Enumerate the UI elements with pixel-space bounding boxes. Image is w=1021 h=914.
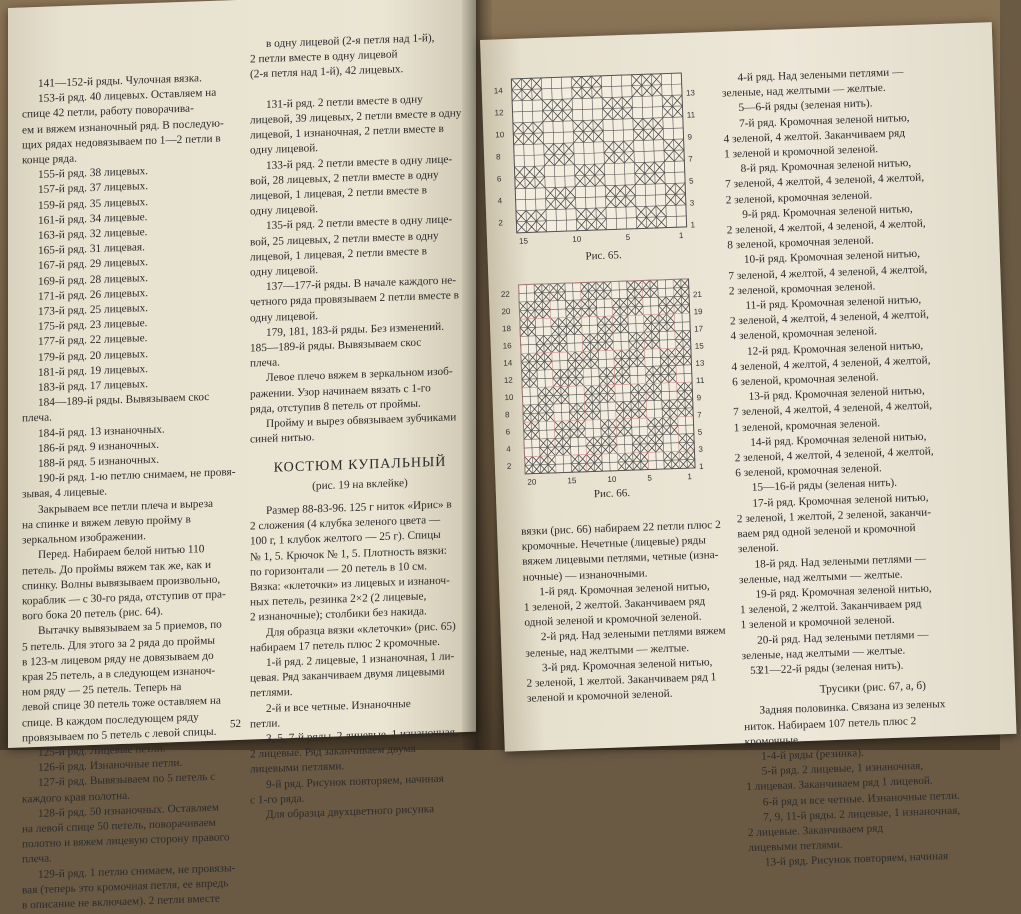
row-label-left: 14 — [493, 86, 503, 96]
row-label-left: 12 — [503, 375, 513, 385]
text-line: 5 петель. Для этого за 2 ряда до проймы — [22, 634, 215, 654]
text-line: 179, 181, 183-й ряды. Без изменений. — [266, 320, 445, 339]
page-number-right: 53 — [749, 664, 762, 677]
text-line: 181-й ряд. 19 лицевых. — [38, 362, 149, 379]
text-line: лицевой, 1 лицевая, 2 петли вместе в — [250, 184, 428, 203]
row-label-left: 2 — [498, 218, 504, 228]
text-line: 7-й ряд. Кромочная зеленой нитью, — [738, 111, 910, 130]
text-line: 7 зеленой, 4 желтой, 4 зеленой, 4 желтой, — [732, 399, 933, 419]
text-line: плеча. — [250, 356, 280, 370]
text-line: 5-й ряд. 2 лицевые, 1 изнаночная, — [761, 760, 924, 778]
text-line: вязки (рис. 66) набираем 22 петли плюс 2 — [520, 518, 721, 538]
row-label-left: 10 — [495, 130, 505, 140]
text-line: 169-й ряд. 28 лицевых. — [38, 271, 149, 288]
text-line: 155-й ряд. 38 лицевых. — [38, 165, 149, 182]
text-line: каждого края полотна. — [22, 789, 131, 806]
row-label-right: 19 — [693, 307, 703, 317]
text-line: 135-й ряд. 2 петли вместе в одну лице- — [266, 213, 453, 233]
column-label: 1 — [678, 231, 684, 241]
column-label: 5 — [647, 473, 652, 483]
text-line: Для образца двухцветного рисунка — [266, 803, 435, 821]
text-line: 157-й ряд. 37 лицевых. — [38, 180, 149, 197]
text-line: зывая, 4 лицевые. — [22, 486, 108, 501]
text-line: зеркальном изображении. — [22, 530, 146, 547]
text-line: 2 зеленой, кромочная зеленой. — [728, 280, 876, 298]
row-label-left: 8 — [495, 152, 501, 162]
text-line: лицевой, 1 лицевая, 2 петли вместе в — [250, 245, 428, 264]
row-label-right: 7 — [688, 154, 693, 164]
row-label-right: 9 — [687, 132, 693, 142]
text-line: 21—22-й ряды (зеленая нить). — [757, 659, 904, 677]
section-heading: КОСТЮМ КУПАЛЬНЫЙ — [273, 455, 447, 477]
text-line: 2 зеленой, кромочная зеленой. — [725, 189, 873, 207]
text-line: 13-й ряд. Рисунок повторяем, начиная — [764, 850, 949, 869]
text-line: зеленой и кромочной зеленой. — [526, 687, 673, 705]
text-line: 165-й ряд. 31 лицевая. — [38, 241, 145, 258]
text-line: 7 зеленой, 4 желтой, 4 зеленой, 4 желтой, — [728, 263, 928, 283]
text-line: цевая. Ряд заканчиваем двумя лицевыми — [250, 665, 445, 685]
row-label-right: 9 — [696, 393, 702, 403]
text-line: лицевыми петлями. — [748, 838, 843, 855]
text-line: 179-й ряд. 20 лицевых. — [38, 347, 149, 364]
row-label-left: 2 — [506, 461, 512, 471]
left-page-column-1 — [22, 70, 238, 914]
text-line: 2 зеленой, 1 желтой, 2 зеленой, заканчи- — [736, 506, 932, 526]
text-line: зеленые, над желтыми — желтые. — [738, 568, 903, 586]
text-line: 186-й ряд. 9 изнаночных. — [38, 438, 160, 455]
text-line: 1-й ряд. 2 лицевые, 1 изнаночная, 1 ли- — [266, 650, 455, 669]
text-line: 1 зеленой, кромочная зеленой. — [733, 416, 881, 435]
text-line: 2-й ряд. Над зелеными петлями вяжем — [540, 625, 726, 644]
text-line: 184—189-й ряды. Вывязываем скос — [38, 391, 210, 410]
subsection-heading: Трусики (рис. 67, а, б) — [819, 679, 927, 696]
text-line: ражении. Узор начинаем вязать с 1-го — [250, 381, 431, 401]
text-line: зеленые, над желтыми — желтые. — [525, 641, 690, 660]
text-line: 2 зеленой, 4 желтой, 4 зеленой, 4 желтой, — [726, 217, 926, 237]
text-line: 190-й ряд. 1-ю петлю снимаем, не провя- — [38, 466, 236, 486]
text-line: ем и вяжем изнаночный ряд. В последую- — [22, 117, 224, 137]
text-line: кораблик — с 30-го ряда, отступив от пра- — [22, 588, 226, 608]
text-line: вого бока 20 петель (рис. 64). — [22, 605, 164, 623]
row-label-left: 12 — [494, 108, 504, 118]
text-line: одну лицевой. — [250, 264, 319, 279]
text-line: зеленые, над желтыми — желтые. — [741, 644, 906, 662]
text-line: Закрываем все петли плеча и выреза — [38, 497, 214, 516]
row-label-left: 6 — [496, 174, 502, 184]
row-label-right: 5 — [688, 176, 694, 186]
text-line: 4 зеленой, 4 желтой, 4 зеленой, 4 желтой, — [731, 354, 931, 374]
row-label-right: 3 — [689, 198, 695, 208]
text-line: 13-й ряд. Кромочная зеленой нитью, — [748, 384, 925, 404]
section-subheading: (рис. 19 на вклейке) — [312, 476, 408, 493]
text-line: одну лицевой. — [250, 309, 319, 325]
text-line: 175-й ряд. 23 лицевые. — [38, 317, 148, 334]
text-line: вая (теперь это кромочная петля, ее впредь — [22, 877, 229, 897]
text-line: вяжем лицевыми петлями, четные (изна- — [522, 549, 719, 569]
text-line: ночные) — изнаночными. — [522, 567, 648, 584]
text-line: 1 зеленой и кромочной зеленой. — [723, 143, 879, 161]
text-line: края 25 петель, а в следующем изнаноч- — [22, 664, 216, 684]
column-label: 15 — [518, 236, 529, 246]
text-line: 1-й ряд. Кромочная зеленой нитью, — [539, 580, 710, 599]
text-line: на левой спице 50 петель, поворачиваем — [22, 816, 216, 836]
text-line: вой, 28 лицевых, 2 петли вместе в одну — [250, 168, 439, 188]
text-line: в 123-м лицевом ряду не довязываем до — [22, 649, 214, 669]
row-label-right: 1 — [698, 461, 704, 472]
text-line: петель. До проймы вяжем так же, как и — [22, 558, 212, 578]
text-line: № 1, 5. Крючок № 1, 5. Плотность вязки: — [250, 544, 447, 564]
text-line: Пройму и вырез обвязываем зубчиками — [266, 411, 457, 431]
text-line: четного ряда провязываем 2 петли вместе в — [250, 289, 459, 310]
row-label-right: 15 — [694, 341, 704, 351]
text-line: 2 зеленой, 4 желтой, 4 зеленой, 4 желтой, — [729, 308, 930, 328]
text-line: одной зеленой и кромочной зеленой. — [524, 610, 702, 630]
text-line: 159-й ряд. 35 лицевых. — [38, 195, 149, 212]
text-line: (2-я петля над 1-й), 42 лицевых. — [250, 63, 404, 81]
row-label-right: 21 — [692, 289, 703, 300]
text-line: 131-й ряд. 2 петли вместе в одну — [266, 93, 423, 111]
text-line: 163-й ряд. 32 лицевые. — [38, 226, 148, 242]
text-line: 2 сложения (4 клубка зеленого цвета — — [250, 513, 441, 533]
text-line: 1 зеленой, 2 желтой. Заканчиваем ряд — [739, 598, 922, 617]
text-line: лицевой, 39 лицевых, 2 петли вместе в одну — [250, 107, 462, 127]
text-line: ниток. Набираем 107 петель плюс 2 — [743, 714, 917, 733]
text-line: лицевой, 1 изнаночная, 2 петли вместе в — [250, 123, 444, 142]
text-line: плеча. — [22, 411, 52, 425]
column-label: 20 — [527, 477, 537, 487]
text-line: 3-й ряд. Кромочная зеленой нитью, — [541, 656, 713, 675]
right-page — [480, 22, 1017, 869]
text-line: с 1-го ряда. — [250, 792, 305, 807]
text-line: спинку. Волны вывязываем произвольно, — [22, 573, 221, 593]
text-line: спице 42 петли, работу поворачива- — [22, 102, 194, 121]
text-line: 7 зеленой, 4 желтой, 4 зеленой, 4 желтой, — [724, 172, 925, 191]
left-page-column-2 — [250, 30, 470, 824]
text-line: петли. — [250, 717, 281, 731]
row-label-right: 17 — [694, 324, 704, 334]
text-line: 100 г, 1 клубок желтого — 25 г). Спицы — [250, 529, 441, 548]
text-line: 1-4-й ряды (резинка). — [760, 746, 865, 763]
text-line: ряда, отступив 8 петель от проймы. — [250, 397, 421, 416]
text-line: 177-й ряд. 22 лицевые. — [38, 332, 148, 349]
text-line: 141—152-й ряды. Чулочная вязка. — [38, 72, 202, 90]
column-label: 1 — [687, 472, 692, 482]
text-line: ном ряду — 25 петель. Теперь на — [22, 681, 182, 699]
figure-65-caption: Рис. 65. — [585, 249, 622, 263]
page-number-left: 52 — [230, 717, 241, 731]
text-line: 10-й ряд. Кромочная зеленой нитью, — [743, 248, 921, 267]
row-label-left: 8 — [504, 410, 510, 420]
row-label-right: 13 — [695, 358, 705, 368]
row-label-left: 10 — [504, 392, 514, 403]
text-line: 7, 9, 11-й ряды. 2 лицевые, 1 изнаночная, — [763, 804, 961, 824]
text-line: 12-й ряд. Кромочная зеленой нитью, — [746, 339, 924, 358]
text-line: 8-й ряд. Кромочная зеленой нитью, — [740, 157, 912, 176]
text-line: 185—189-й ряды. Вывязываем скос — [250, 336, 422, 355]
row-label-right: 7 — [697, 410, 702, 420]
row-label-left: 6 — [505, 427, 511, 437]
text-line: 2 изнаночные); столбики без накида. — [250, 605, 427, 624]
text-line: 6 зеленой, кромочная зеленой. — [731, 371, 879, 389]
text-line: ных петель, резинка 2×2 (2 лицевые, — [250, 590, 427, 609]
text-line: 129-й ряд. 1 петлю снимаем, не провязы- — [38, 861, 236, 881]
text-line: набираем 17 петель плюс 2 кромочные. — [250, 635, 440, 655]
row-label-left: 18 — [501, 324, 512, 334]
row-label-left: 14 — [503, 358, 513, 368]
text-line: 18-й ряд. Над зелеными петлями — — [754, 552, 927, 571]
text-line: лицевыми петлями. — [250, 760, 345, 776]
row-label-right: 5 — [697, 427, 703, 437]
text-line: 17-й ряд. Кромочная зеленой нитью, — [752, 491, 929, 510]
text-line: одну лицевой. — [250, 142, 319, 157]
text-line: полотно и вяжем лицевую сторону правого — [22, 831, 230, 851]
text-line: провязываем по 5 петель с левой спицы. — [22, 725, 217, 745]
text-line: 171-й ряд. 26 лицевых. — [38, 286, 149, 303]
text-line: 2 петли вместе в одну лицевой — [250, 48, 398, 66]
text-line: 15—16-й ряды (зеленая нить). — [751, 477, 898, 495]
text-line: 128-й ряд. 50 изнаночных. Оставляем — [38, 801, 219, 820]
text-line: 3, 5, 7-й ряды. 2 лицевые, 1 изнаночная, — [266, 726, 458, 745]
text-line: зеленой. — [737, 542, 779, 556]
text-line: кромочные. — [744, 733, 802, 748]
figure-66 — [496, 272, 720, 509]
text-line: 126-й ряд. Изнаночные петли. — [38, 757, 183, 775]
text-line: 2 зеленой, 1 желтой. Заканчиваем ряд 1 — [526, 671, 717, 690]
text-line: спице. В каждом последующем ряду — [22, 710, 199, 730]
text-line: кромочные. Нечетные (лицевые) ряды — [521, 534, 707, 554]
row-label-right: 11 — [686, 110, 696, 120]
text-line: 11-й ряд. Кромочная зеленой нитью, — [745, 293, 922, 312]
text-line: по горизонтали — 20 петель в 10 см. — [250, 560, 428, 579]
row-label-right: 3 — [698, 444, 704, 454]
text-line: 153-й ряд. 40 лицевых. Оставляем на — [38, 86, 217, 106]
figure-66-chart — [496, 272, 719, 491]
column-label: 15 — [567, 476, 577, 486]
text-line: 161-й ряд. 34 лицевые. — [38, 210, 148, 227]
text-line: 167-й ряд. 29 лицевых. — [38, 256, 149, 273]
figure-65-chart — [489, 66, 711, 251]
text-line: 183-й ряд. 17 лицевых. — [38, 378, 149, 395]
text-line: 2 зеленой, 4 желтой, 4 зеленой, 4 желтой, — [734, 445, 934, 465]
row-label-right: 1 — [690, 220, 696, 230]
text-line: 6 зеленой, кромочная зеленой. — [735, 462, 882, 480]
text-line: в одну лицевой (2-я петля над 1-й), — [266, 32, 435, 50]
text-line: 20-й ряд. Над зелеными петлями — — [756, 628, 929, 647]
text-line: Задняя половинка. Связана из зеленых — [759, 698, 946, 717]
text-line: 9-й ряд. Рисунок повторяем, начиная — [266, 772, 444, 791]
text-line: Вытачку вывязываем за 5 приемов, по — [38, 618, 222, 638]
text-line: 6-й ряд и все четные. Изнаночные петли. — [762, 789, 961, 809]
text-line: 133-й ряд. 2 петли вместе в одну лице- — [266, 153, 453, 172]
text-line: 5—6-й ряды (зеленая нить). — [738, 97, 873, 115]
row-label-left: 22 — [500, 289, 510, 300]
row-label-left: 4 — [506, 444, 511, 454]
figure-66-caption: Рис. 66. — [593, 487, 631, 501]
text-line: 4 зеленой, 4 желтой. Заканчиваем ряд — [723, 127, 906, 146]
text-line: 14-й ряд. Кромочная зеленой нитью, — [750, 430, 927, 449]
left-page — [8, 0, 476, 912]
text-line: левой спице 30 петель тоже оставляем на — [22, 694, 221, 714]
text-line: Размер 88-83-96. 125 г ниток «Ирис» в — [266, 498, 452, 517]
text-line: 125-й ряд. Лицевые петли. — [38, 742, 166, 759]
text-line: в описание не включаем). 2 петли вместе — [22, 892, 220, 912]
text-line: 137—177-й ряды. В начале каждого не- — [266, 274, 457, 294]
text-line: Вязка: «клеточки» из лицевых и изнаноч- — [250, 574, 450, 594]
row-label-left: 16 — [502, 341, 512, 351]
text-line: 1 зеленой, 2 желтой. Заканчиваем ряд — [523, 595, 706, 614]
row-label-right: 11 — [695, 375, 705, 386]
text-line: 173-й ряд. 25 лицевых. — [38, 302, 149, 318]
column-label: 10 — [572, 234, 582, 244]
text-line: плеча. — [22, 852, 52, 866]
row-label-left: 4 — [497, 196, 503, 206]
text-line: на спинке и вяжем левую пройму в — [22, 513, 191, 532]
right-page-column-2 — [721, 63, 1009, 872]
figure-65 — [489, 66, 711, 263]
row-label-right: 13 — [685, 88, 696, 98]
column-label: 5 — [625, 232, 631, 243]
text-line: Перед. Набираем белой нитью 110 — [38, 543, 205, 562]
text-line: 8 зеленой, кромочная зеленой. — [727, 234, 874, 252]
text-line: ваем ряд одной зеленой и кромочной — [737, 522, 916, 541]
text-line: 4 зеленой, кромочная зеленой. — [730, 325, 878, 343]
row-label-left: 20 — [501, 306, 511, 317]
right-page-column-1 — [521, 518, 727, 707]
text-line: конце ряда. — [22, 152, 77, 167]
text-line: петлями. — [250, 686, 293, 700]
text-line: 2 лицевые. Заканчиваем ряд — [747, 822, 884, 840]
text-line: 19-й ряд. Кромочная зеленой нитью, — [755, 582, 932, 601]
text-line: 1 лицевая. Заканчиваем ряд 1 лицевой. — [746, 774, 933, 794]
text-line: 188-й ряд. 5 изнаночных. — [38, 453, 160, 471]
text-line: Левое плечо вяжем в зеркальном изоб- — [266, 365, 453, 385]
text-line: щих рядах недовязываем по 1—2 петли в — [22, 132, 221, 152]
text-line: 127-й ряд. Вывязываем по 5 петель с — [38, 771, 216, 790]
text-line: синей нитью. — [250, 431, 315, 446]
text-line: вой, 25 лицевых, 2 петли вместе в одну — [250, 229, 439, 249]
text-line: одну лицевой. — [250, 203, 319, 218]
text-line: 2-й и все четные. Изнаночные — [266, 697, 411, 715]
column-label: 10 — [607, 474, 617, 485]
text-line: зеленые, над желтыми — желтые. — [721, 82, 886, 100]
text-line: Для образца вязки «клеточки» (рис. 65) — [266, 619, 456, 639]
text-line: 2 лицевые. Ряд заканчиваем двумя — [250, 742, 416, 761]
text-line: 9-й ряд. Кромочная зеленой нитью, — [742, 202, 913, 221]
text-line: 1 зеленой и кромочной зеленой. — [740, 614, 895, 632]
text-line: 184-й ряд. 13 изнаночных. — [38, 423, 165, 440]
text-line: 4-й ряд. Над зелеными петлями — — [737, 66, 904, 85]
